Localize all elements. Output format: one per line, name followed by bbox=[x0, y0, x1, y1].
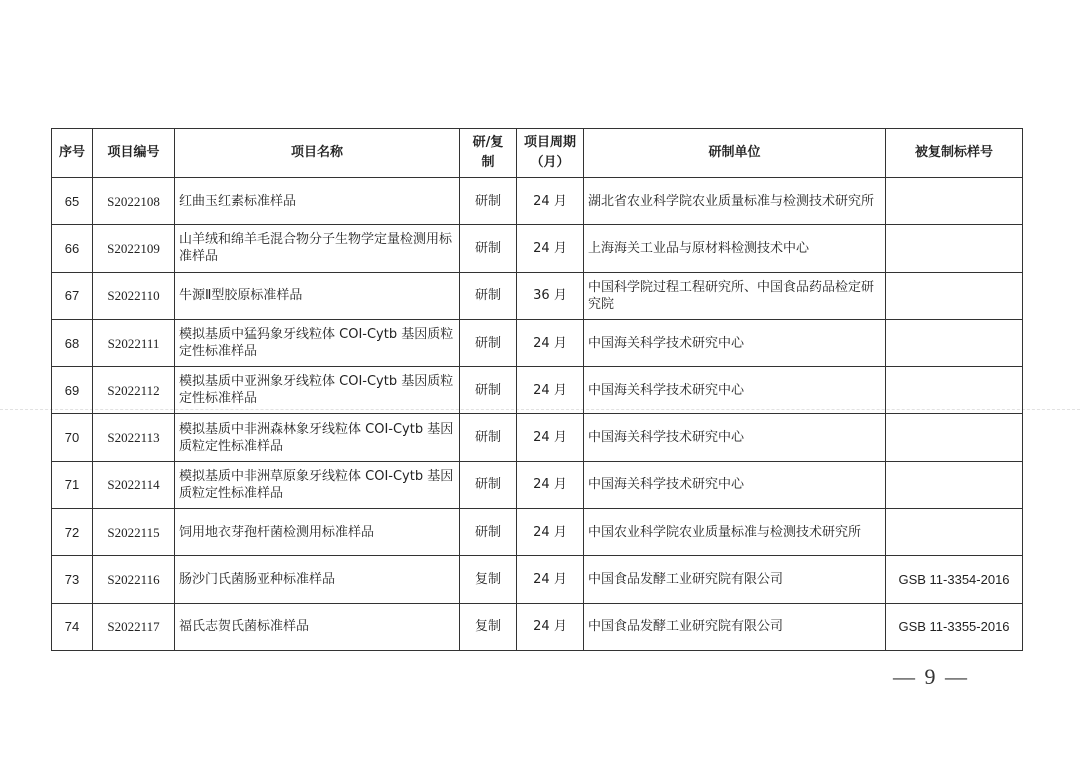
cell-type: 研制 bbox=[460, 367, 517, 414]
cell-type: 复制 bbox=[460, 556, 517, 603]
table-row bbox=[52, 509, 1023, 556]
cell-seq: 68 bbox=[52, 319, 93, 366]
table-row bbox=[52, 225, 1023, 272]
cell-name: 牛源Ⅱ型胶原标准样品 bbox=[175, 272, 460, 319]
table-row bbox=[52, 272, 1023, 319]
table-row bbox=[52, 603, 1023, 650]
cell-seq: 71 bbox=[52, 461, 93, 508]
cell-period: 24 月 bbox=[517, 319, 584, 366]
cell-period: 24 月 bbox=[517, 603, 584, 650]
cell-seq: 70 bbox=[52, 414, 93, 461]
cell-code: S2022108 bbox=[93, 178, 175, 225]
header-name: 项目名称 bbox=[175, 129, 460, 178]
cell-copied: GSB 11-3354-2016 bbox=[886, 556, 1023, 603]
cell-period: 24 月 bbox=[517, 367, 584, 414]
cell-name: 福氏志贺氏菌标准样品 bbox=[175, 603, 460, 650]
cell-name: 饲用地衣芽孢杆菌检测用标准样品 bbox=[175, 509, 460, 556]
cell-copied: GSB 11-3355-2016 bbox=[886, 603, 1023, 650]
cell-period: 24 月 bbox=[517, 178, 584, 225]
header-unit: 研制单位 bbox=[584, 129, 886, 178]
cell-code: S2022109 bbox=[93, 225, 175, 272]
cell-copied bbox=[886, 461, 1023, 508]
cell-code: S2022113 bbox=[93, 414, 175, 461]
cell-copied bbox=[886, 509, 1023, 556]
cell-name: 模拟基质中亚洲象牙线粒体 COI-Cytb 基因质粒定性标准样品 bbox=[175, 367, 460, 414]
cell-type: 研制 bbox=[460, 461, 517, 508]
cell-unit: 中国科学院过程工程研究所、中国食品药品检定研究院 bbox=[584, 272, 886, 319]
cell-unit: 中国海关科学技术研究中心 bbox=[584, 461, 886, 508]
header-type-line2: 制 bbox=[481, 155, 495, 170]
cell-copied bbox=[886, 319, 1023, 366]
table-row bbox=[52, 414, 1023, 461]
cell-code: S2022110 bbox=[93, 272, 175, 319]
cell-name: 模拟基质中非洲森林象牙线粒体 COI-Cytb 基因质粒定性标准样品 bbox=[175, 414, 460, 461]
header-period bbox=[517, 129, 584, 178]
cell-unit: 湖北省农业科学院农业质量标准与检测技术研究所 bbox=[584, 178, 886, 225]
header-period-line2: （月） bbox=[530, 155, 570, 170]
cell-seq: 69 bbox=[52, 367, 93, 414]
cell-type: 研制 bbox=[460, 178, 517, 225]
cell-unit: 中国海关科学技术研究中心 bbox=[584, 319, 886, 366]
cell-name: 山羊绒和绵羊毛混合物分子生物学定量检测用标准样品 bbox=[175, 225, 460, 272]
cell-seq: 67 bbox=[52, 272, 93, 319]
standard-samples-table bbox=[51, 128, 1023, 651]
cell-type: 研制 bbox=[460, 414, 517, 461]
cell-unit: 上海海关工业品与原材料检测技术中心 bbox=[584, 225, 886, 272]
cell-period: 24 月 bbox=[517, 461, 584, 508]
cell-period: 24 月 bbox=[517, 225, 584, 272]
cell-code: S2022116 bbox=[93, 556, 175, 603]
cell-unit: 中国海关科学技术研究中心 bbox=[584, 414, 886, 461]
cell-copied bbox=[886, 414, 1023, 461]
header-code: 项目编号 bbox=[93, 129, 175, 178]
cell-seq: 74 bbox=[52, 603, 93, 650]
cell-copied bbox=[886, 367, 1023, 414]
cell-name: 模拟基质中非洲草原象牙线粒体 COI-Cytb 基因质粒定性标准样品 bbox=[175, 461, 460, 508]
cell-copied bbox=[886, 178, 1023, 225]
table-header-row bbox=[52, 129, 1023, 178]
cell-unit: 中国农业科学院农业质量标准与检测技术研究所 bbox=[584, 509, 886, 556]
cell-type: 研制 bbox=[460, 509, 517, 556]
table-row bbox=[52, 367, 1023, 414]
cell-period: 24 月 bbox=[517, 414, 584, 461]
cell-name: 肠沙门氏菌肠亚种标准样品 bbox=[175, 556, 460, 603]
header-type bbox=[460, 129, 517, 178]
cell-seq: 72 bbox=[52, 509, 93, 556]
cell-type: 复制 bbox=[460, 603, 517, 650]
cell-seq: 73 bbox=[52, 556, 93, 603]
page-number: — 9 — bbox=[893, 664, 969, 689]
header-copied: 被复制标样号 bbox=[886, 129, 1023, 178]
table-row bbox=[52, 319, 1023, 366]
header-seq: 序号 bbox=[52, 129, 93, 178]
cell-type: 研制 bbox=[460, 225, 517, 272]
cell-period: 24 月 bbox=[517, 556, 584, 603]
cell-unit: 中国海关科学技术研究中心 bbox=[584, 367, 886, 414]
cell-code: S2022115 bbox=[93, 509, 175, 556]
cell-code: S2022117 bbox=[93, 603, 175, 650]
header-type-line1: 研/复 bbox=[472, 135, 504, 150]
cell-period: 36 月 bbox=[517, 272, 584, 319]
cell-code: S2022111 bbox=[93, 319, 175, 366]
cell-code: S2022114 bbox=[93, 461, 175, 508]
cell-seq: 66 bbox=[52, 225, 93, 272]
cell-unit: 中国食品发酵工业研究院有限公司 bbox=[584, 603, 886, 650]
table-row bbox=[52, 178, 1023, 225]
cell-type: 研制 bbox=[460, 272, 517, 319]
cell-copied bbox=[886, 225, 1023, 272]
cell-period: 24 月 bbox=[517, 509, 584, 556]
cell-name: 红曲玉红素标准样品 bbox=[175, 178, 460, 225]
cell-type: 研制 bbox=[460, 319, 517, 366]
header-period-line1: 项目周期 bbox=[523, 135, 576, 150]
cell-copied bbox=[886, 272, 1023, 319]
table-row bbox=[52, 556, 1023, 603]
table-row bbox=[52, 461, 1023, 508]
cell-unit: 中国食品发酵工业研究院有限公司 bbox=[584, 556, 886, 603]
cell-name: 模拟基质中猛犸象牙线粒体 COI-Cytb 基因质粒定性标准样品 bbox=[175, 319, 460, 366]
cell-seq: 65 bbox=[52, 178, 93, 225]
cell-code: S2022112 bbox=[93, 367, 175, 414]
